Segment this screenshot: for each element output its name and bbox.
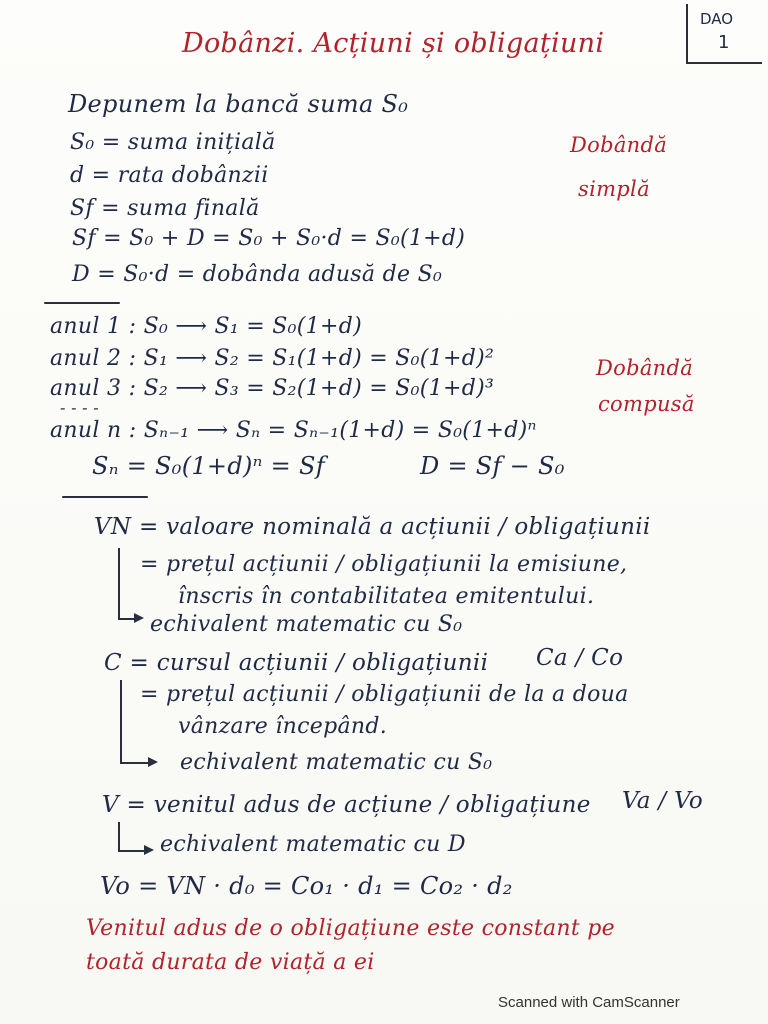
conclusion-line-2: toată durata de viață a ei	[86, 950, 375, 975]
formula-d: D = S₀·d = dobânda adusă de S₀	[72, 262, 443, 287]
definition-d: d = rata dobânzii	[70, 163, 269, 188]
scanner-watermark: Scanned with CamScanner	[498, 994, 680, 1011]
compound-d-formula: D = Sf − S₀	[420, 452, 565, 480]
definition-sf: Sf = suma finală	[70, 196, 260, 221]
compound-interest-label-2: compusă	[598, 392, 695, 416]
c-notation: Ca / Co	[536, 645, 624, 671]
c-definition: C = cursul acțiunii / obligațiunii	[104, 650, 489, 676]
page-title: Dobânzi. Acțiuni și obligațiuni	[182, 28, 605, 59]
definition-s0: S₀ = suma inițială	[70, 130, 276, 155]
compound-year-n: anul n : Sₙ₋₁ ⟶ Sₙ = Sₙ₋₁(1+d) = S₀(1+d)ⁿ	[50, 418, 537, 443]
compound-year-1: anul 1 : S₀ ⟶ S₁ = S₀(1+d)	[50, 314, 362, 339]
compound-ellipsis: - - - -	[60, 398, 99, 417]
vn-price-emission: = prețul acțiunii / obligațiunii la emisiune,	[140, 552, 628, 577]
c-bracket	[120, 680, 150, 764]
c-equivalent: echivalent matematic cu S₀	[180, 750, 493, 775]
v-definition: V = venitul adus de acțiune / obligațiune	[102, 792, 591, 818]
vn-bracket	[118, 548, 136, 620]
vo-formula: Vo = VN · d₀ = Co₁ · d₁ = Co₂ · d₂	[100, 872, 513, 900]
formula-sf: Sf = S₀ + D = S₀ + S₀·d = S₀(1+d)	[72, 226, 466, 251]
vn-equivalent: echivalent matematic cu S₀	[150, 612, 463, 637]
intro-line: Depunem la bancă suma S₀	[68, 90, 409, 118]
simple-interest-label-2: simplă	[578, 177, 650, 201]
arrow-icon	[148, 757, 158, 767]
arrow-icon	[134, 613, 144, 623]
stamp-label: DAO	[700, 10, 734, 28]
stamp-page-number: 1	[718, 32, 730, 53]
vn-accounting: înscris în contabilitatea emitentului.	[178, 584, 595, 609]
compound-interest-label-1: Dobândă	[596, 356, 694, 380]
simple-interest-label-1: Dobândă	[570, 133, 668, 157]
v-bracket	[118, 822, 146, 852]
c-price-second-sale: = prețul acțiunii / obligațiunii de la a doua	[140, 682, 629, 707]
section-divider	[44, 302, 120, 304]
conclusion-line-1: Venitul adus de o obligațiune este constant pe	[86, 916, 615, 941]
compound-final-formula: Sₙ = S₀(1+d)ⁿ = Sf	[92, 452, 325, 480]
v-equivalent: echivalent matematic cu D	[160, 832, 466, 857]
vn-definition: VN = valoare nominală a acțiunii / obligațiunii	[94, 514, 651, 540]
compound-year-2: anul 2 : S₁ ⟶ S₂ = S₁(1+d) = S₀(1+d)²	[50, 346, 495, 371]
section-divider	[62, 496, 148, 498]
arrow-icon	[144, 845, 154, 855]
compound-year-3: anul 3 : S₂ ⟶ S₃ = S₂(1+d) = S₀(1+d)³	[50, 376, 495, 401]
c-second-sale-continued: vânzare începând.	[178, 714, 388, 739]
v-notation: Va / Vo	[622, 788, 704, 814]
